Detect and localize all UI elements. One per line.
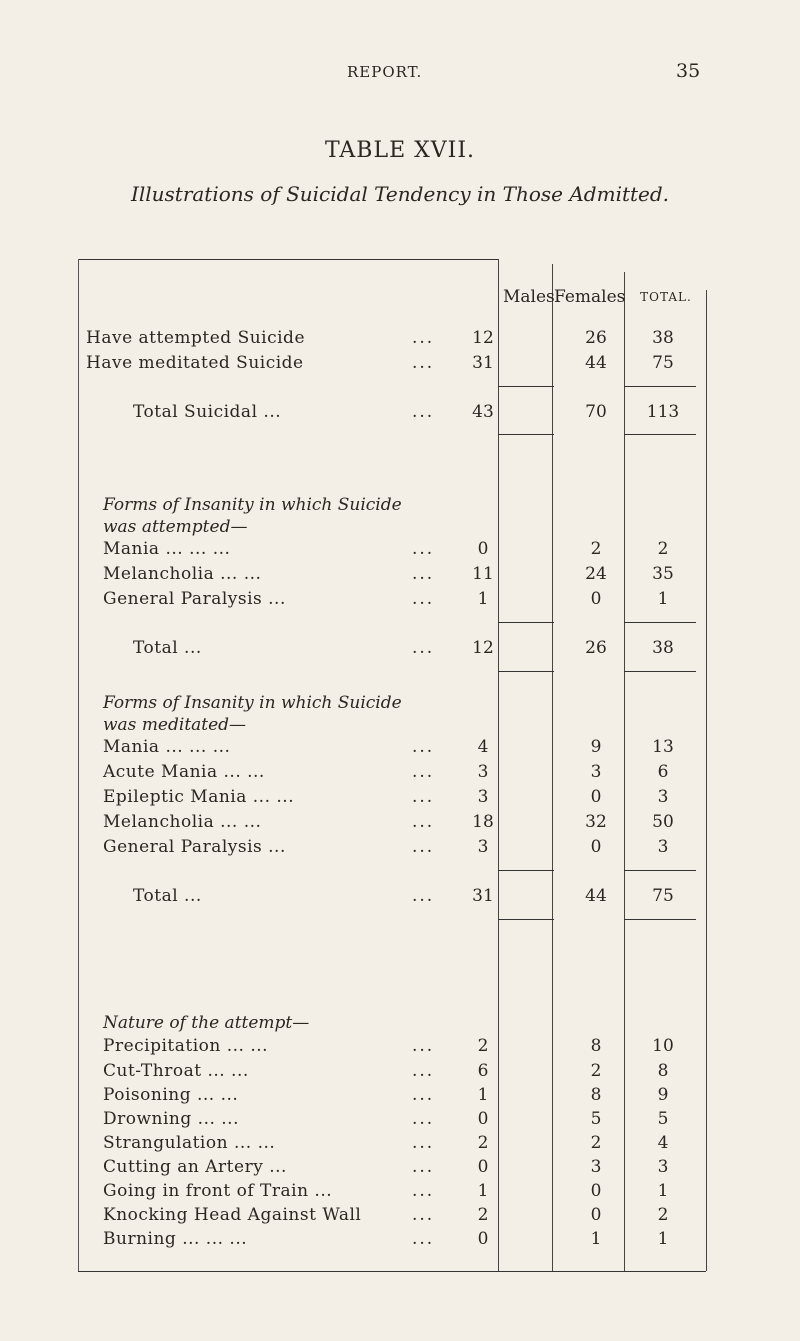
leader-dots: ... xyxy=(412,1133,435,1153)
row-label: Drowning ... ... xyxy=(103,1109,239,1129)
females-value: 0 xyxy=(590,1181,602,1201)
row-label: Poisoning ... ... xyxy=(103,1085,239,1105)
section-rule xyxy=(498,671,554,672)
leader-dots: ... xyxy=(412,737,435,757)
total-value: 75 xyxy=(652,353,674,373)
leader-dots: ... xyxy=(412,638,435,658)
males-value: 18 xyxy=(472,812,494,832)
subtotal-rule xyxy=(498,870,554,871)
males-value: 3 xyxy=(477,787,489,807)
row-label: Mania ... ... ... xyxy=(103,737,231,757)
total-value: 10 xyxy=(652,1036,674,1056)
row-label: Epileptic Mania ... ... xyxy=(103,787,295,807)
males-value: 31 xyxy=(472,886,494,906)
table-title: TABLE XVII. xyxy=(324,138,476,163)
table-bottom-rule xyxy=(78,1271,706,1272)
row-label: Total ... xyxy=(133,886,202,906)
table-row xyxy=(0,328,800,354)
females-value: 2 xyxy=(590,1133,602,1153)
leader-dots: ... xyxy=(412,1205,435,1225)
leader-dots: ... xyxy=(412,837,435,857)
leader-dots: ... xyxy=(412,787,435,807)
row-label: Precipitation ... ... xyxy=(103,1036,269,1056)
females-value: 24 xyxy=(585,564,607,584)
column-header-total: TOTAL. xyxy=(640,290,692,304)
table-row xyxy=(0,564,800,590)
leader-dots: ... xyxy=(412,539,435,559)
males-value: 2 xyxy=(477,1133,489,1153)
section-rule xyxy=(624,919,696,920)
table-row xyxy=(0,762,800,788)
table-row xyxy=(0,837,800,863)
total-value: 2 xyxy=(657,1205,669,1225)
section-heading-line: Forms of Insanity in which Suicide xyxy=(103,495,402,515)
table-row xyxy=(0,1229,800,1255)
leader-dots: ... xyxy=(412,564,435,584)
leader-dots: ... xyxy=(412,1036,435,1056)
total-value: 3 xyxy=(657,1157,669,1177)
section-rule xyxy=(624,671,696,672)
row-label: General Paralysis ... xyxy=(103,837,286,857)
column-header-females: Females xyxy=(554,287,626,307)
total-value: 13 xyxy=(652,737,674,757)
subtotal-rule xyxy=(624,386,696,387)
row-label: Cut-Throat ... ... xyxy=(103,1061,249,1081)
total-value: 1 xyxy=(657,589,669,609)
section-heading: Nature of the attempt— xyxy=(103,1013,310,1033)
males-value: 0 xyxy=(477,1157,489,1177)
leader-dots: ... xyxy=(412,762,435,782)
row-label: Total ... xyxy=(133,638,202,658)
total-value: 1 xyxy=(657,1229,669,1249)
total-value: 3 xyxy=(657,787,669,807)
row-label: Have meditated Suicide xyxy=(86,353,304,373)
section-rule xyxy=(498,919,554,920)
total-value: 50 xyxy=(652,812,674,832)
leader-dots: ... xyxy=(412,886,435,906)
subtotal-rule xyxy=(624,870,696,871)
females-value: 70 xyxy=(585,402,607,422)
females-value: 3 xyxy=(590,762,602,782)
running-title: REPORT. xyxy=(347,63,423,81)
row-label: General Paralysis ... xyxy=(103,589,286,609)
row-label: Mania ... ... ... xyxy=(103,539,231,559)
females-value: 5 xyxy=(590,1109,602,1129)
leader-dots: ... xyxy=(412,589,435,609)
page-number: 35 xyxy=(676,60,701,82)
section-heading-line: Forms of Insanity in which Suicide xyxy=(103,693,402,713)
total-value: 2 xyxy=(657,539,669,559)
leader-dots: ... xyxy=(412,1061,435,1081)
section-rule xyxy=(498,434,554,435)
table-row xyxy=(0,539,800,565)
column-header-males: Males. xyxy=(503,287,561,307)
total-row xyxy=(0,886,800,912)
males-value: 0 xyxy=(477,1229,489,1249)
males-value: 6 xyxy=(477,1061,489,1081)
males-value: 2 xyxy=(477,1036,489,1056)
females-value: 0 xyxy=(590,589,602,609)
females-value: 26 xyxy=(585,328,607,348)
total-value: 1 xyxy=(657,1181,669,1201)
leader-dots: ... xyxy=(412,1085,435,1105)
table-row xyxy=(0,1181,800,1207)
males-value: 31 xyxy=(472,353,494,373)
section-heading-line: was meditated— xyxy=(103,715,247,735)
row-label: Knocking Head Against Wall xyxy=(103,1205,362,1225)
row-label: Cutting an Artery ... xyxy=(103,1157,287,1177)
total-value: 75 xyxy=(652,886,674,906)
table-row xyxy=(0,353,800,379)
males-value: 3 xyxy=(477,762,489,782)
section-rule xyxy=(624,434,696,435)
females-value: 1 xyxy=(590,1229,602,1249)
females-value: 26 xyxy=(585,638,607,658)
leader-dots: ... xyxy=(412,812,435,832)
males-value: 12 xyxy=(472,638,494,658)
females-value: 32 xyxy=(585,812,607,832)
table-row xyxy=(0,1085,800,1111)
total-value: 6 xyxy=(657,762,669,782)
table-row xyxy=(0,737,800,763)
row-label: Going in front of Train ... xyxy=(103,1181,333,1201)
females-value: 9 xyxy=(590,737,602,757)
leader-dots: ... xyxy=(412,1229,435,1249)
section-heading xyxy=(103,692,402,736)
females-value: 44 xyxy=(585,353,607,373)
total-value: 4 xyxy=(657,1133,669,1153)
males-value: 1 xyxy=(477,1085,489,1105)
females-value: 2 xyxy=(590,539,602,559)
row-label: Burning ... ... ... xyxy=(103,1229,248,1249)
table-row xyxy=(0,812,800,838)
subtotal-rule xyxy=(498,386,554,387)
subtotal-rule xyxy=(624,622,696,623)
leader-dots: ... xyxy=(412,1181,435,1201)
table-row xyxy=(0,1061,800,1087)
section-heading xyxy=(103,494,402,538)
leader-dots: ... xyxy=(412,328,435,348)
males-value: 43 xyxy=(472,402,494,422)
total-value: 113 xyxy=(646,402,680,422)
table-row xyxy=(0,1205,800,1231)
males-value: 2 xyxy=(477,1205,489,1225)
total-value: 5 xyxy=(657,1109,669,1129)
females-value: 3 xyxy=(590,1157,602,1177)
total-row xyxy=(0,638,800,664)
table-top-rule xyxy=(78,259,498,260)
row-label: Total Suicidal ... xyxy=(133,402,282,422)
row-label: Strangulation ... ... xyxy=(103,1133,276,1153)
row-label: Melancholia ... ... xyxy=(103,812,262,832)
males-value: 11 xyxy=(472,564,494,584)
females-value: 0 xyxy=(590,787,602,807)
females-value: 2 xyxy=(590,1061,602,1081)
males-value: 1 xyxy=(477,589,489,609)
leader-dots: ... xyxy=(412,402,435,422)
total-value: 38 xyxy=(652,638,674,658)
males-value: 0 xyxy=(477,1109,489,1129)
table-row xyxy=(0,787,800,813)
females-value: 8 xyxy=(590,1036,602,1056)
total-value: 35 xyxy=(652,564,674,584)
males-value: 12 xyxy=(472,328,494,348)
table-row xyxy=(0,1133,800,1159)
leader-dots: ... xyxy=(412,353,435,373)
table-row xyxy=(0,1036,800,1062)
leader-dots: ... xyxy=(412,1109,435,1129)
table-row xyxy=(0,1157,800,1183)
table-row xyxy=(0,1109,800,1135)
total-value: 8 xyxy=(657,1061,669,1081)
total-value: 3 xyxy=(657,837,669,857)
row-label: Have attempted Suicide xyxy=(86,328,306,348)
total-row xyxy=(0,402,800,428)
total-value: 9 xyxy=(657,1085,669,1105)
females-value: 44 xyxy=(585,886,607,906)
males-value: 1 xyxy=(477,1181,489,1201)
section-heading-line: was attempted— xyxy=(103,517,248,537)
row-label: Melancholia ... ... xyxy=(103,564,262,584)
males-value: 0 xyxy=(477,539,489,559)
row-label: Acute Mania ... ... xyxy=(103,762,265,782)
males-value: 3 xyxy=(477,837,489,857)
table-subtitle: Illustrations of Suicidal Tendency in Those Admitted. xyxy=(130,182,670,206)
total-value: 38 xyxy=(652,328,674,348)
females-value: 0 xyxy=(590,837,602,857)
leader-dots: ... xyxy=(412,1157,435,1177)
table-row xyxy=(0,589,800,615)
males-value: 4 xyxy=(477,737,489,757)
females-value: 0 xyxy=(590,1205,602,1225)
females-value: 8 xyxy=(590,1085,602,1105)
subtotal-rule xyxy=(498,622,554,623)
